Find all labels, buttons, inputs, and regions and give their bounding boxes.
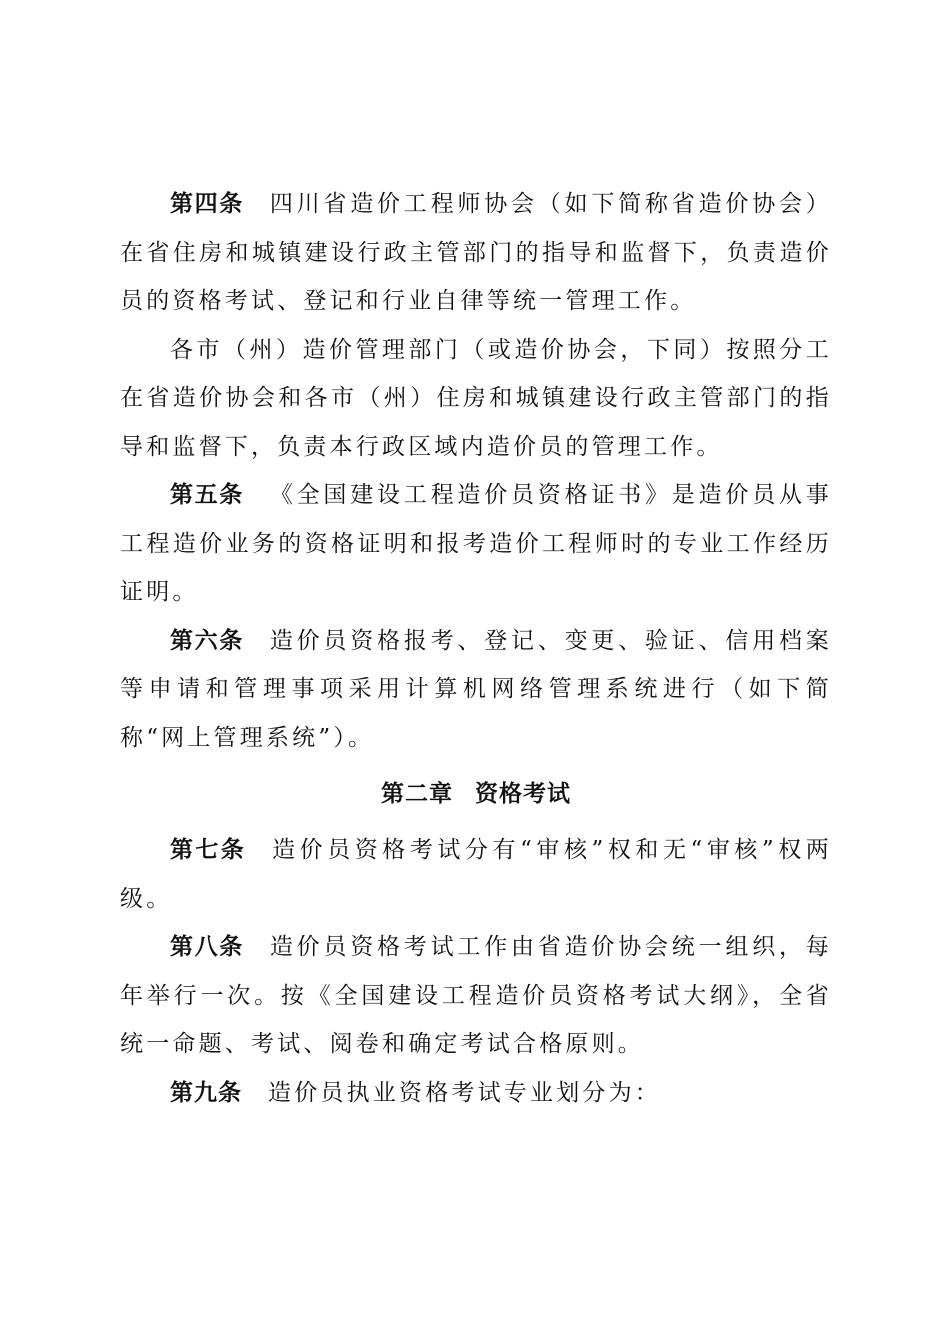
article-9-label: 第九条 — [170, 1079, 242, 1106]
chapter-heading — [120, 766, 832, 822]
article-4-text-2: 各市（州）造价管理部门（或造价协会，下同）按照分工在省造价协会和各市（州）住房和城镇建设行政主管部门的指导和监督下，负责本行政区域内造价员的管理工作。 — [120, 336, 832, 460]
article-8-paragraph — [120, 923, 832, 1069]
article-4-text-1: 四川省造价工程师协会（如下简称省造价协会）在省住房和城镇建设行政主管部门的指导和监督下，负责造价员的资格考试、登记和行业自律等统一管理工作。 — [120, 191, 833, 314]
document-page — [120, 180, 832, 1117]
article-7-label: 第七条 — [170, 837, 247, 863]
article-4-paragraph-2 — [120, 326, 832, 472]
article-9-paragraph — [120, 1069, 832, 1118]
article-9-text: 造价员执业资格考试专业划分为： — [268, 1079, 661, 1106]
chapter-title: 资格考试 — [475, 781, 571, 807]
article-5-label: 第五条 — [170, 482, 244, 508]
article-4-paragraph-1 — [120, 180, 832, 326]
chapter-number: 第二章 — [381, 781, 453, 807]
article-5-paragraph — [120, 471, 832, 617]
article-7-paragraph — [120, 826, 832, 923]
article-6-text: 造价员资格报考、登记、变更、验证、信用档案等申请和管理事项采用计算机网络管理系统进行（如下简称“网上管理系统”）。 — [120, 627, 833, 751]
article-6-label: 第六条 — [170, 627, 244, 654]
article-4-label: 第四条 — [170, 191, 244, 217]
article-7-text: 造价员资格考试分有“审核”权和无“审核”权两级。 — [120, 837, 833, 912]
article-8-label: 第八条 — [170, 934, 244, 960]
article-6-paragraph — [120, 617, 832, 763]
article-8-text: 造价员资格考试工作由省造价协会统一组织，每年举行一次。按《全国建设工程造价员资格考试大纲》，全省统一命题、考试、阅卷和确定考试合格原则。 — [120, 934, 833, 1057]
article-5-text: 《全国建设工程造价员资格证书》是造价员从事工程造价业务的资格证明和报考造价工程师时的专业工作经历证明。 — [120, 482, 833, 605]
